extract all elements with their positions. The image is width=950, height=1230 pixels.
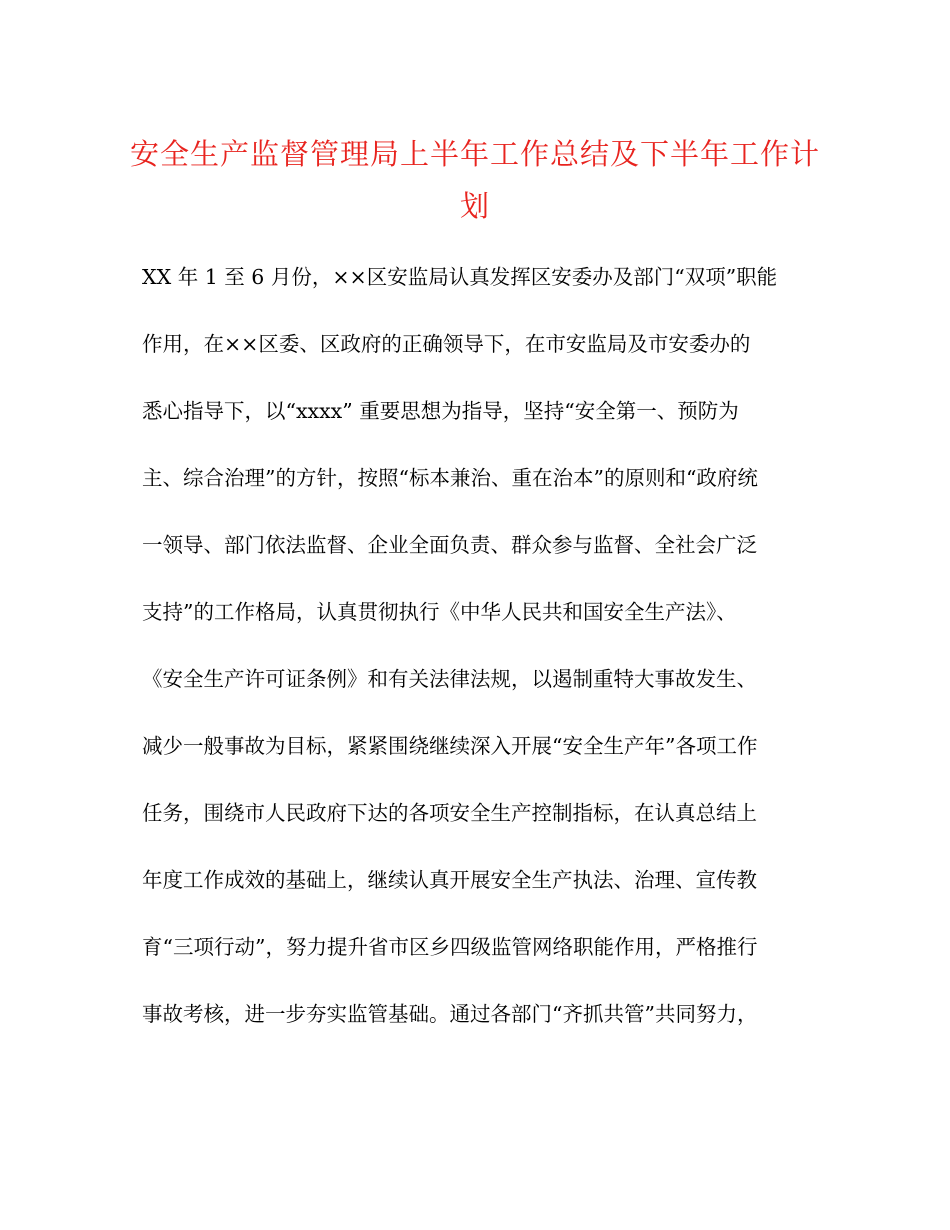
body-line: 减少一般事故为目标，紧紧围绕继续深入开展“安全生产年”各项工作 <box>142 734 758 758</box>
body-line: 任务，围绕市人民政府下达的各项安全生产控制指标，在认真总结上 <box>142 801 757 825</box>
body-line: 事故考核，进一步夯实监管基础。通过各部门“齐抓共管”共同努力， <box>142 1002 758 1026</box>
body-line: 一领导、部门依法监督、企业全面负责、群众参与监督、全社会广泛 <box>142 533 757 557</box>
body-line: XX 年 1 至 6 月份，××区安监局认真发挥区安委办及部门“双项”职能 <box>142 265 778 289</box>
body-line: 主、综合治理”的方针，按照“标本兼治、重在治本”的原则和“政府统 <box>142 466 758 490</box>
body-line: 支持”的工作格局，认真贯彻执行《中华人民共和国安全生产法》、 <box>142 600 737 624</box>
body-line: 育“三项行动”，努力提升省市区乡四级监管网络职能作用，严格推行 <box>142 935 758 959</box>
body-line: 作用，在××区委、区政府的正确领导下，在市安监局及市安委办的 <box>142 332 751 356</box>
body-line: 《安全生产许可证条例》和有关法律法规，以遏制重特大事故发生、 <box>142 667 757 691</box>
document-title <box>120 128 830 232</box>
title-line: 划 <box>459 189 490 223</box>
body-line: 悉心指导下，以“xxxx” 重要思想为指导，坚持“安全第一、预防为 <box>142 399 739 423</box>
body-line: 年度工作成效的基础上，继续认真开展安全生产执法、治理、宣传教 <box>142 868 757 892</box>
title-line: 安全生产监督管理局上半年工作总结及下半年工作计 <box>129 137 820 171</box>
document-body <box>142 262 822 1066</box>
